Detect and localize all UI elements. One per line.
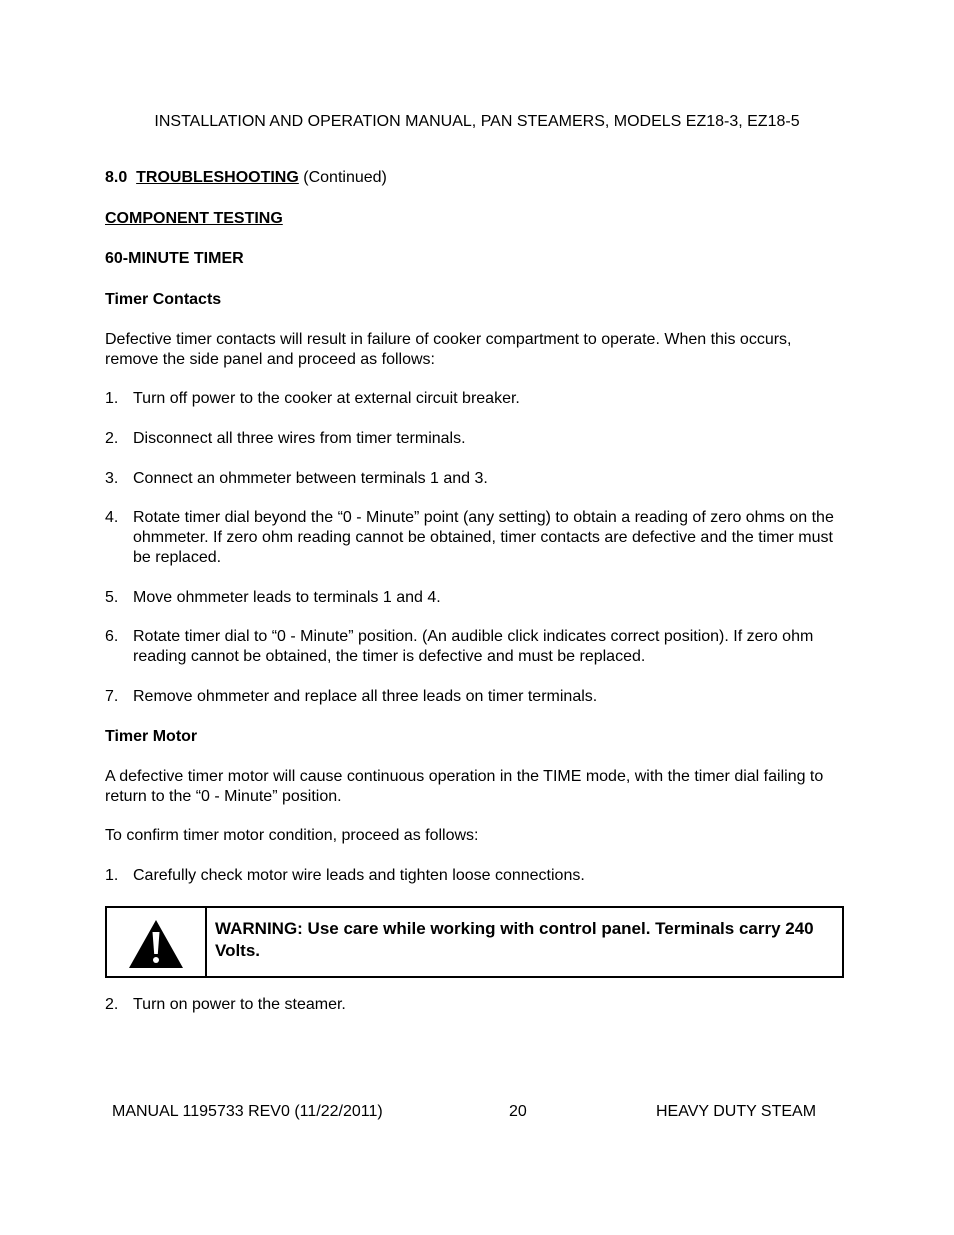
list-item-text: Disconnect all three wires from timer terminals.: [133, 430, 466, 447]
list-item-text: Turn off power to the cooker at external circuit breaker.: [133, 390, 520, 407]
list-item-text: Connect an ohmmeter between terminals 1 and 3.: [133, 470, 488, 487]
section-suffix: (Continued): [303, 169, 387, 186]
list-item-text: Rotate timer dial to “0 - Minute” position. (An audible click indicates correct position). If zero ohm reading cannot be obtained, the timer is defective and must be replaced.: [133, 628, 814, 665]
timer-motor-heading: Timer Motor: [105, 728, 198, 745]
list-item-text: Remove ohmmeter and replace all three leads on timer terminals.: [133, 688, 598, 705]
footer-manual: MANUAL 1195733 REV0 (11/22/2011): [112, 1103, 383, 1120]
warning-box: [105, 906, 844, 978]
warning-divider: [205, 908, 207, 976]
list-item-number: 1.: [105, 390, 119, 407]
list-item-number: 3.: [105, 470, 119, 487]
list-item-number: 2.: [105, 996, 119, 1013]
section-title: TROUBLESHOOTING: [136, 169, 299, 186]
list-item-number: 1.: [105, 867, 119, 884]
list-item-number: 7.: [105, 688, 119, 705]
timer-heading: 60-MINUTE TIMER: [105, 250, 244, 267]
page-header: INSTALLATION AND OPERATION MANUAL, PAN STEAMERS, MODELS EZ18-3, EZ18-5: [154, 113, 800, 130]
list-item-text: Carefully check motor wire leads and tighten loose connections.: [133, 867, 585, 884]
footer-brand: HEAVY DUTY STEAM: [656, 1103, 817, 1120]
warning-triangle-icon: [127, 918, 185, 970]
component-testing-heading: COMPONENT TESTING: [105, 210, 283, 227]
timer-motor-intro: A defective timer motor will cause continuous operation in the TIME mode, with the timer dial failing to return to the “0 - Minute” position.: [105, 768, 824, 805]
list-item-number: 2.: [105, 430, 119, 447]
timer-contacts-intro: Defective timer contacts will result in failure of cooker compartment to operate. When this occurs, remove the side panel and proceed as follows:: [105, 331, 792, 368]
list-item-text: Move ohmmeter leads to terminals 1 and 4.: [133, 589, 441, 606]
warning-text: WARNING: Use care while working with control panel. Terminals carry 240 Volts.: [215, 919, 814, 960]
page-number: 20: [509, 1103, 527, 1120]
section-number: 8.0: [105, 169, 128, 186]
list-item-number: 4.: [105, 509, 119, 526]
section-heading: [105, 168, 387, 188]
timer-contacts-heading: Timer Contacts: [105, 291, 222, 308]
timer-motor-confirm: To confirm timer motor condition, proceed as follows:: [105, 827, 479, 844]
list-item-number: 6.: [105, 628, 119, 645]
list-item-number: 5.: [105, 589, 119, 606]
list-item-text: Rotate timer dial beyond the “0 - Minute” point (any setting) to obtain a reading of zero ohms on the ohmmeter. If zero ohm reading cannot be obtained, timer contacts are defective and the timer must be replaced.: [133, 509, 834, 566]
list-item-text: Turn on power to the steamer.: [133, 996, 346, 1013]
